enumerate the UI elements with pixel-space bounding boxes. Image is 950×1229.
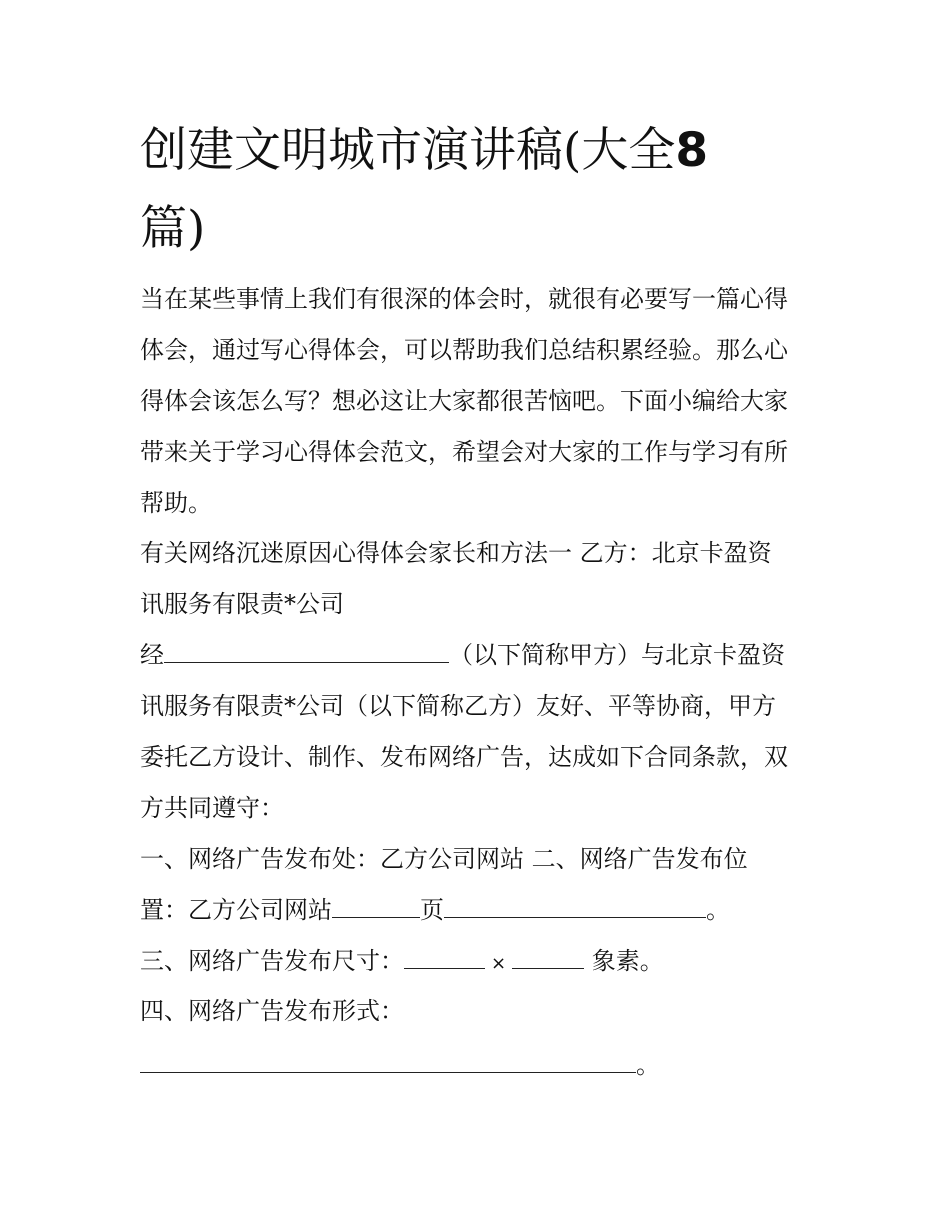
contract-line <box>140 630 820 681</box>
text: 。 <box>706 895 730 924</box>
paragraph-line: 讯服务有限责*公司 <box>140 590 344 619</box>
title-number: 8 <box>675 123 709 178</box>
text: 页 <box>420 895 444 924</box>
text: 三、网络广告发布尺寸： <box>140 946 404 975</box>
text: 经 <box>140 641 164 670</box>
paragraph-line: 一、网络广告发布处：乙方公司网站 二、网络广告发布位 <box>140 844 748 873</box>
paragraph-line: 委托乙方设计、制作、发布网络广告，达成如下合同条款，双 <box>140 743 788 772</box>
paragraph-line: 方共同遵守： <box>140 793 284 822</box>
blank-field <box>404 950 485 969</box>
contract-line <box>140 1040 820 1091</box>
blank-field <box>444 899 706 918</box>
times-sign: × <box>491 952 507 974</box>
text: 。 <box>636 1051 660 1080</box>
text: 置：乙方公司网站 <box>140 895 332 924</box>
title-text-cont: 篇) <box>140 201 206 256</box>
text: 象素。 <box>591 946 664 975</box>
document-title <box>140 112 780 268</box>
paragraph-line: 带来关于学习心得体会范文，希望会对大家的工作与学习有所 <box>140 437 788 466</box>
text: （以下简称甲方）与北京卡盈资 <box>449 641 785 670</box>
blank-field <box>512 950 584 969</box>
contract-line <box>140 885 820 936</box>
paragraph-line: 有关网络沉迷原因心得体会家长和方法一 乙方：北京卡盈资 <box>140 539 772 568</box>
blank-field <box>164 644 449 663</box>
paragraph-line: 当在某些事情上我们有很深的体会时，就很有必要写一篇心得 <box>140 285 788 313</box>
paragraph-line: 得体会该怎么写？想必这让大家都很苦恼吧。下面小编给大家 <box>140 386 788 415</box>
paragraph-line: 四、网络广告发布形式： <box>140 997 404 1026</box>
document-body <box>140 274 820 1091</box>
blank-field <box>140 1054 636 1073</box>
paragraph-line: 体会，通过写心得体会，可以帮助我们总结积累经验。那么心 <box>140 335 788 364</box>
title-text: 创建文明城市演讲稿(大全 <box>140 123 676 178</box>
paragraph-line: 帮助。 <box>140 488 212 517</box>
blank-field <box>332 899 420 918</box>
paragraph-line: 讯服务有限责*公司（以下简称乙方）友好、平等协商，甲方 <box>140 692 776 721</box>
contract-line <box>140 936 820 987</box>
